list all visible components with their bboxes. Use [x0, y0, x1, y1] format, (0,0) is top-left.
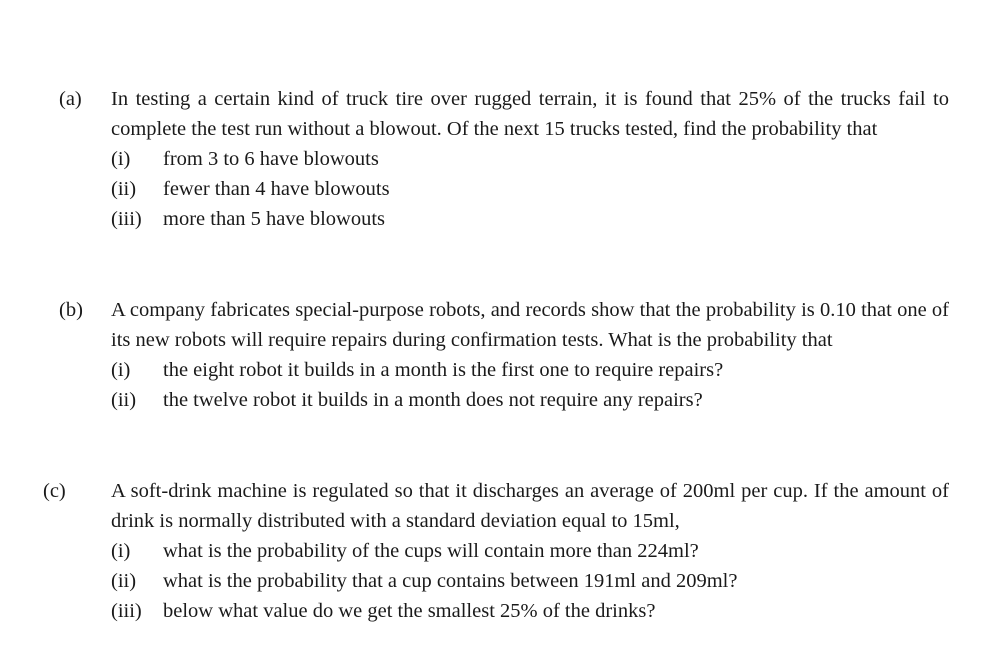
sub-question-label: (i) [111, 359, 131, 381]
question-body [111, 476, 949, 626]
sub-question [111, 174, 949, 204]
sub-question [111, 204, 949, 234]
sub-question [111, 355, 949, 385]
sub-question [111, 385, 949, 415]
question-body [111, 84, 949, 234]
sub-question-label: (i) [111, 540, 131, 562]
sub-question-label: (iii) [111, 600, 142, 622]
sub-question-list [111, 355, 949, 415]
sub-question [111, 566, 949, 596]
sub-question-label: (ii) [111, 178, 137, 200]
sub-question-label: (i) [111, 148, 131, 170]
question-label: (b) [59, 299, 83, 321]
question-label: (a) [59, 88, 82, 110]
sub-question-list [111, 144, 949, 234]
question-stem: A soft-drink machine is regulated so that it discharges an average of 200ml per cup. If the amount of drink is normally distributed with a standard deviation equal to 15ml, [111, 480, 949, 532]
sub-question [111, 536, 949, 566]
sub-question-label: (ii) [111, 570, 137, 592]
sub-question [111, 596, 949, 626]
question-body [111, 295, 949, 415]
sub-question-text: what is the probability of the cups will contain more than 224ml? [163, 540, 699, 562]
sub-question-text: from 3 to 6 have blowouts [163, 148, 379, 170]
sub-question-text: the eight robot it builds in a month is the first one to require repairs? [163, 359, 724, 381]
sub-question-text: fewer than 4 have blowouts [163, 178, 390, 200]
sub-question-text: below what value do we get the smallest 25% of the drinks? [163, 600, 656, 622]
sub-question-label: (ii) [111, 389, 137, 411]
question-stem: In testing a certain kind of truck tire over rugged terrain, it is found that 25% of the trucks fail to complete the test run without a blowout. Of the next 15 trucks tested, find the probability that [111, 88, 949, 140]
sub-question-text: what is the probability that a cup contains between 191ml and 209ml? [163, 570, 738, 592]
question-stem: A company fabricates special-purpose robots, and records show that the probability is 0.10 that one of its new robots will require repairs during confirmation tests. What is the probability that [111, 299, 949, 351]
sub-question-text: more than 5 have blowouts [163, 208, 386, 230]
sub-question [111, 144, 949, 174]
sub-question-label: (iii) [111, 208, 142, 230]
sub-question-list [111, 536, 949, 626]
question-label: (c) [43, 480, 66, 502]
sub-question-text: the twelve robot it builds in a month does not require any repairs? [163, 389, 703, 411]
